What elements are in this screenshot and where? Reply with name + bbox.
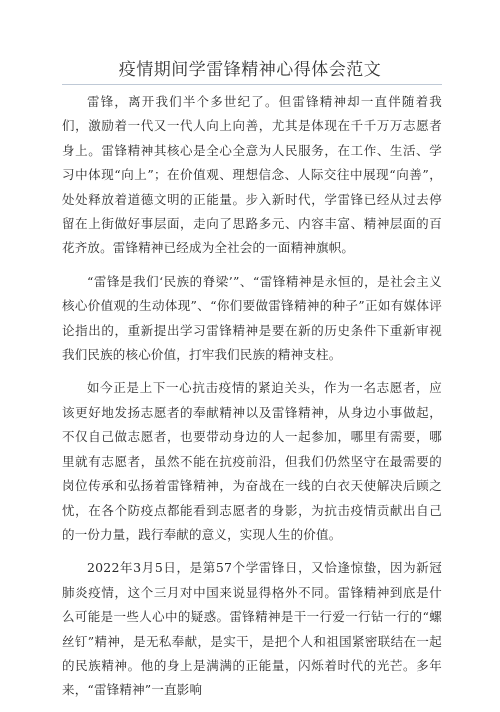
- title-divider: [62, 84, 442, 85]
- paragraph-2: “雷锋是我们‘民族的脊梁’”、“雷锋精神是永恒的，是社会主义核心价值观的生动体现”、“你们要做雷锋精神的种子”正如有媒体评论指出的，重新提出学习雷锋精神是要在新的历史条件下重新审视我们民族的核心价值，打牢我们民族的精神支柱。: [62, 273, 442, 363]
- paragraph-1: 雷锋，离开我们半个多世纪了。但雷锋精神却一直伴随着我们，激励着一代又一代人向上向善，尤其是体现在千千万万志愿者身上。雷锋精神其核心是全心全意为人民服务，在工作、生活、学习中体现“向上”；在价值观、理想信念、人际交往中展现“向善”，处处释放着道德文明的正能量。步入新时代，学雷锋已经从过去停留在上街做好事层面，走向了思路多元、内容丰富、精神层面的百花齐放。雷锋精神已经成为全社会的一面精神旗帜。: [62, 94, 442, 256]
- document-title: 疫情期间学雷锋精神心得体会范文: [118, 60, 382, 80]
- document-body: [62, 90, 442, 712]
- paragraph-4: 2022年3月5日，是第57个学雷锋日，又恰逢惊蛰，因为新冠肺炎疫情，这个三月对中国来说显得格外不同。雷锋精神到底是什么可能是一些人心中的疑惑。雷锋精神是干一行爱一行钻一行的“螺丝钉”精神，是无私奉献，是实干，是把个人和祖国紧密联结在一起的民族精神。他的身上是满满的正能量，闪烁着时代的光芒。多年来，“雷锋精神”一直影响: [62, 560, 442, 698]
- paragraph-3: 如今正是上下一心抗击疫情的紧迫关头，作为一名志愿者，应该更好地发扬志愿者的奉献精神以及雷锋精神，从身边小事做起，不仅自己做志愿者，也要带动身边的人一起参加，哪里有需要，哪里就有志愿者，虽然不能在抗疫前沿，但我们仍然坚守在最需要的岗位传承和弘扬着雷锋精神，为奋战在一线的白衣天使解决后顾之忧，在各个防疫点都能看到志愿者的身影，为抗击疫情贡献出自己的一份力量，践行奉献的意义，实现人生的价值。: [62, 380, 442, 542]
